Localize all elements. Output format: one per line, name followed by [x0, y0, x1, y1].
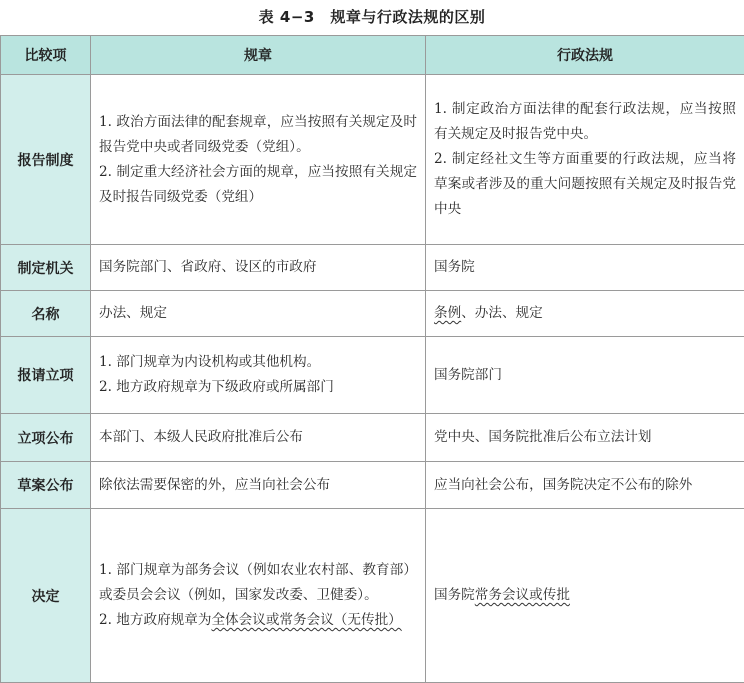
cell-text: 1. 部门规章为部务会议（例如农业农村部、教育部）或委员会会议（例如，国家发改委、卫健委）。	[99, 558, 417, 608]
row-label-decision: 决定	[1, 509, 91, 683]
cell-rules-request	[91, 337, 426, 414]
emphasis-text: 条例	[434, 305, 461, 321]
cell-text: 1. 部门规章为内设机构或其他机构。	[99, 350, 417, 375]
comparison-table	[0, 35, 744, 683]
cell-rules-name: 办法、规定	[91, 291, 426, 337]
header-rules: 规章	[91, 36, 426, 75]
table-row	[1, 245, 744, 291]
cell-rules-draft: 除依法需要保密的外，应当向社会公布	[91, 462, 426, 509]
table-row	[1, 462, 744, 509]
cell-admin-report	[426, 75, 744, 245]
emphasis-text: 全体会议或常务会议（无传批）	[211, 612, 401, 628]
row-label-draft-publication: 草案公布	[1, 462, 91, 509]
cell-text-prefix: 国务院	[434, 587, 475, 603]
cell-admin-body: 国务院	[426, 245, 744, 291]
cell-admin-decision	[426, 509, 744, 683]
cell-rules-publication: 本部门、本级人民政府批准后公布	[91, 414, 426, 462]
table-row	[1, 75, 744, 245]
cell-text: 2. 地方政府规章为下级政府或所属部门	[99, 375, 417, 400]
header-comparison-item: 比较项	[1, 36, 91, 75]
row-label-name: 名称	[1, 291, 91, 337]
table-header-row	[1, 36, 744, 75]
cell-rules-decision	[91, 509, 426, 683]
cell-admin-request: 国务院部门	[426, 337, 744, 414]
cell-text: 1. 制定政治方面法律的配套行政法规，应当按照有关规定及时报告党中央。	[434, 97, 736, 147]
row-label-project-request: 报请立项	[1, 337, 91, 414]
row-label-report-system: 报告制度	[1, 75, 91, 245]
cell-text: 、办法、规定	[461, 305, 543, 321]
cell-text: 2. 制定重大经济社会方面的规章，应当按照有关规定及时报告同级党委（党组）	[99, 160, 417, 210]
cell-text: 2. 制定经社文生等方面重要的行政法规，应当将草案或者涉及的重大问题按照有关规定及时报告党中央	[434, 147, 736, 222]
header-admin-regulations: 行政法规	[426, 36, 744, 75]
cell-text-prefix: 2. 地方政府规章为	[99, 612, 211, 628]
table-row	[1, 337, 744, 414]
emphasis-text: 常务会议或传批	[475, 587, 570, 603]
cell-text	[99, 608, 417, 633]
cell-admin-name	[426, 291, 744, 337]
cell-rules-report	[91, 75, 426, 245]
table-title: 表 4−3 规章与行政法规的区别	[0, 0, 744, 34]
table-row	[1, 414, 744, 462]
row-label-enacting-body: 制定机关	[1, 245, 91, 291]
row-label-project-publication: 立项公布	[1, 414, 91, 462]
table-row	[1, 291, 744, 337]
cell-text: 1. 政治方面法律的配套规章，应当按照有关规定及时报告党中央或者同级党委（党组）。	[99, 110, 417, 160]
cell-admin-draft: 应当向社会公布，国务院决定不公布的除外	[426, 462, 744, 509]
cell-rules-body: 国务院部门、省政府、设区的市政府	[91, 245, 426, 291]
table-row	[1, 509, 744, 683]
cell-admin-publication: 党中央、国务院批准后公布立法计划	[426, 414, 744, 462]
